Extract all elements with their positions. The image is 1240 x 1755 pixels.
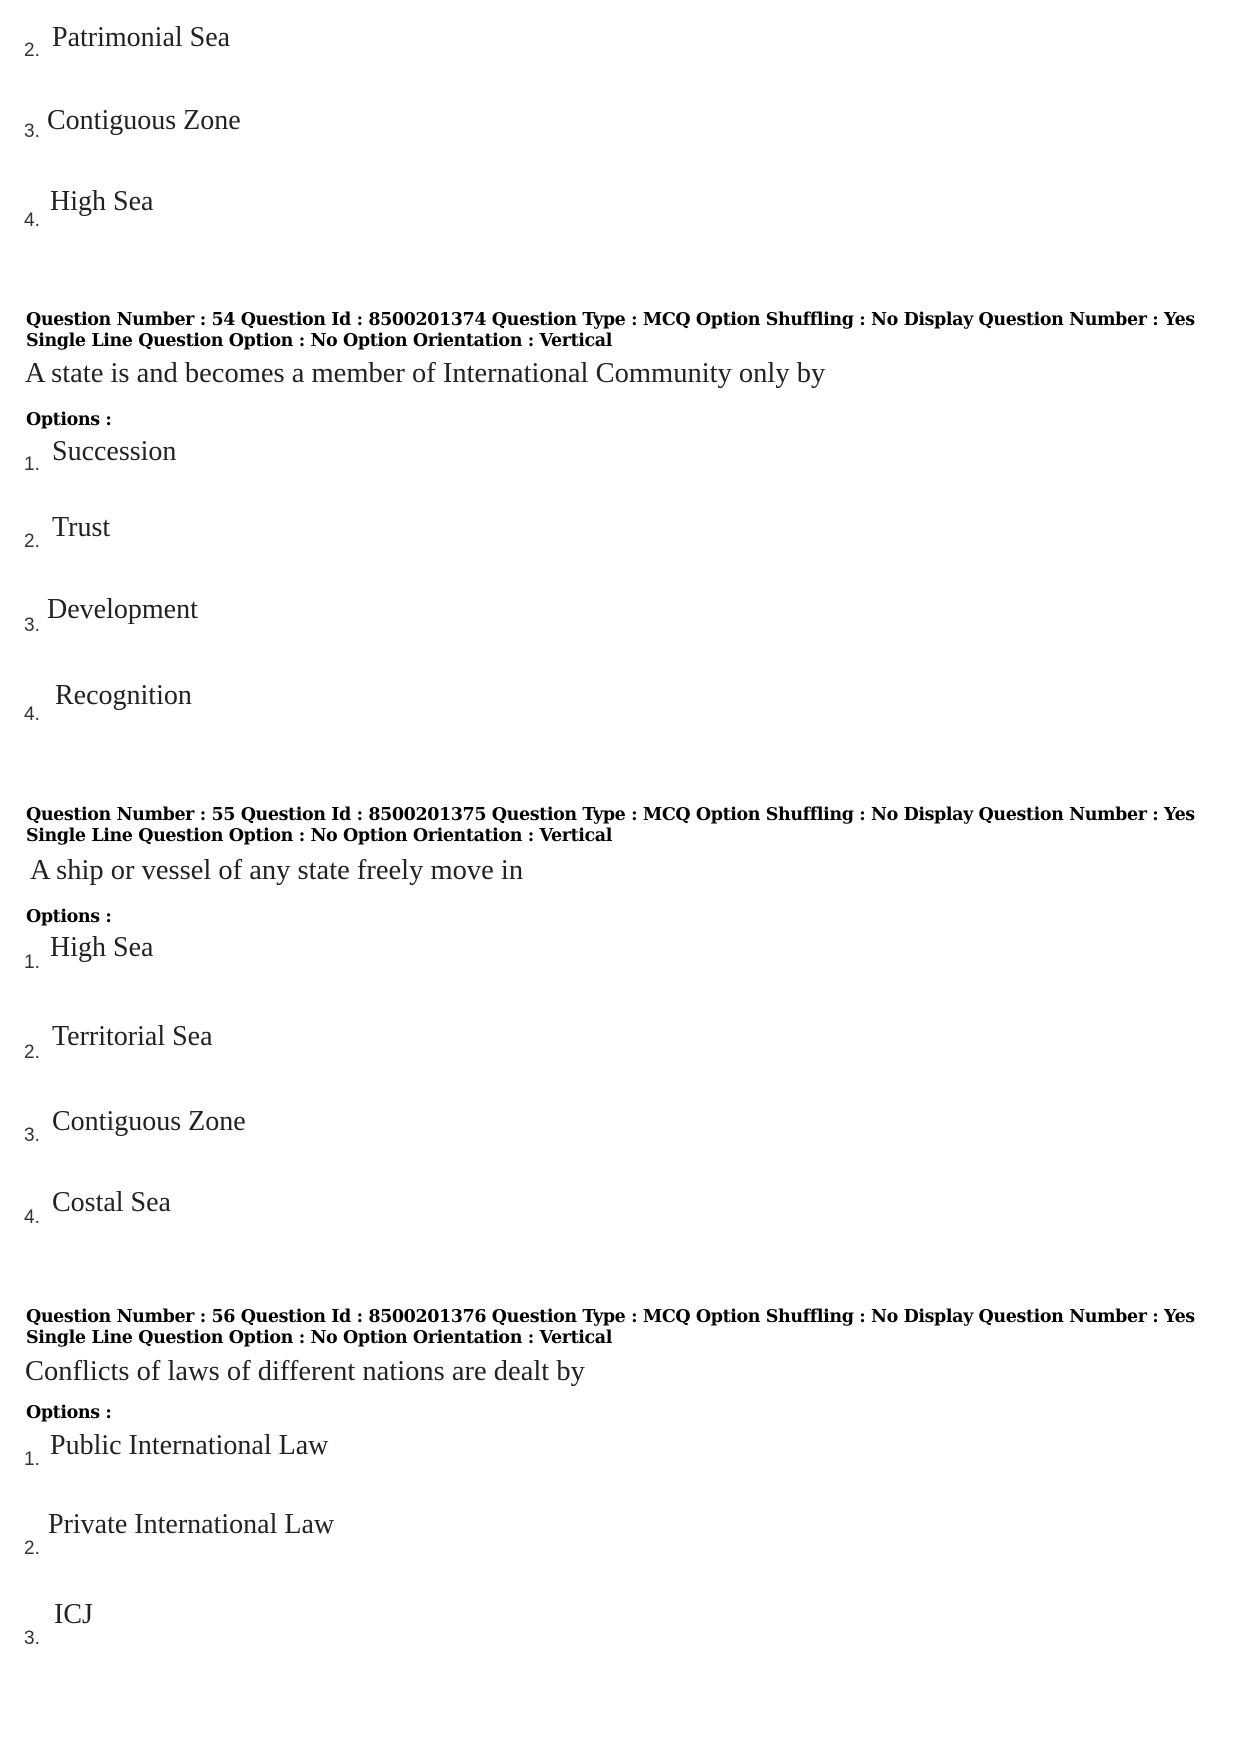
question-text: A ship or vessel of any state freely move in <box>30 855 524 886</box>
option-number: 1. <box>24 454 40 475</box>
option-text: Development <box>47 594 198 625</box>
option-number: 1. <box>24 1449 40 1470</box>
option-number: 2. <box>24 40 40 61</box>
option-number: 2. <box>24 1042 40 1063</box>
option-text: Trust <box>52 512 111 543</box>
option-text: Patrimonial Sea <box>52 22 231 53</box>
option-text: ICJ <box>54 1599 93 1630</box>
option-number: 3. <box>24 121 40 142</box>
option-number: 4. <box>24 1207 40 1228</box>
question-meta-line-2: Single Line Question Option : No Option Orientation : Vertical <box>26 1328 612 1348</box>
option-number: 3. <box>24 1628 40 1649</box>
option-text: Contiguous Zone <box>47 105 241 136</box>
question-text: A state is and becomes a member of International Community only by <box>25 358 826 389</box>
option-number: 3. <box>24 1125 40 1146</box>
option-text: High Sea <box>50 932 154 963</box>
option-number: 1. <box>24 952 40 973</box>
question-meta-line-1: Question Number : 56 Question Id : 8500201376 Question Type : MCQ Option Shuffling : No Display Question Number : Yes <box>26 1307 1195 1327</box>
option-text: Succession <box>52 436 177 467</box>
option-text: Costal Sea <box>52 1187 171 1218</box>
options-label: Options : <box>26 907 112 927</box>
option-number: 4. <box>24 210 40 231</box>
option-text: Recognition <box>55 680 192 711</box>
option-text: High Sea <box>50 186 154 217</box>
question-meta-line-1: Question Number : 55 Question Id : 8500201375 Question Type : MCQ Option Shuffling : No Display Question Number : Yes <box>26 805 1195 825</box>
question-meta-line-2: Single Line Question Option : No Option Orientation : Vertical <box>26 331 612 351</box>
option-number: 2. <box>24 531 40 552</box>
option-number: 2. <box>24 1538 40 1559</box>
option-text: Private International Law <box>48 1509 335 1540</box>
options-label: Options : <box>26 1403 112 1423</box>
options-label: Options : <box>26 410 112 430</box>
question-meta-line-1: Question Number : 54 Question Id : 8500201374 Question Type : MCQ Option Shuffling : No Display Question Number : Yes <box>26 310 1195 330</box>
option-number: 3. <box>24 615 40 636</box>
question-meta-line-2: Single Line Question Option : No Option Orientation : Vertical <box>26 826 612 846</box>
option-text: Public International Law <box>50 1430 329 1461</box>
option-text: Contiguous Zone <box>52 1106 246 1137</box>
option-number: 4. <box>24 704 40 725</box>
question-text: Conflicts of laws of different nations are dealt by <box>25 1356 585 1387</box>
option-text: Territorial Sea <box>52 1021 213 1052</box>
